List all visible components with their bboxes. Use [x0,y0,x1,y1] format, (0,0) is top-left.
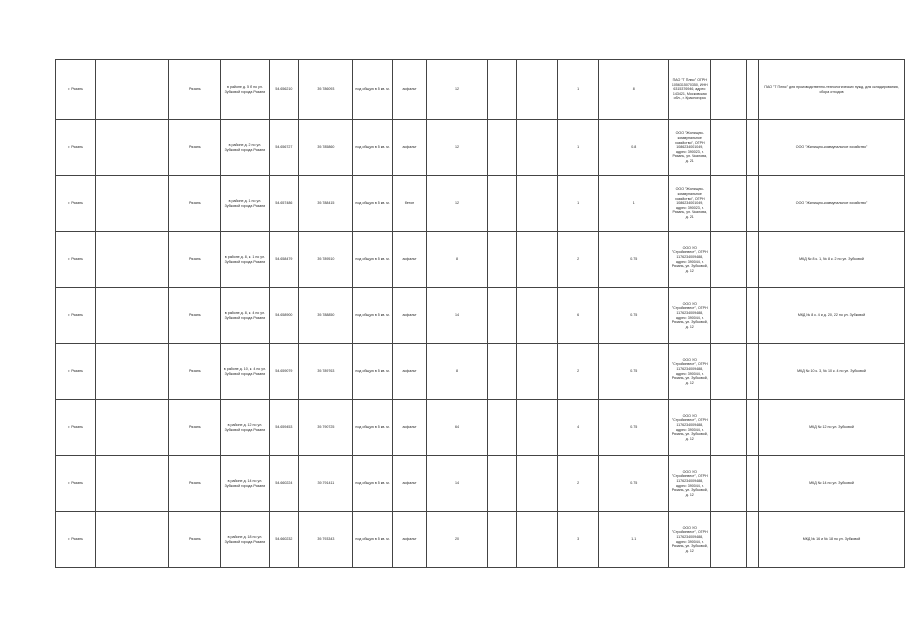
cell-city: г. Рязань [56,60,96,120]
table-row [56,176,905,232]
cell-containers: 1 [558,120,599,176]
cell-empty-3 [747,400,759,456]
cell-containers: 1 [558,176,599,232]
cell-empty-2 [711,120,747,176]
cell-region: Рязань [169,120,221,176]
cell-count-b [517,60,558,120]
cell-latitude: 54.660232 [269,512,299,568]
cell-region: Рязань [169,288,221,344]
cell-purpose: под общую в 5 кв. м. [353,60,392,120]
cell-owner: ООО УО "Стройинвест", ОГРН 1176234009488, адрес: 390044, г. Рязань, ул. Зубковой, д. 12 [669,512,711,568]
cell-count-a [487,120,516,176]
cell-longitude: 39.786093 [299,60,353,120]
cell-empty-1 [96,176,169,232]
table-row [56,120,905,176]
cell-longitude: 39.788415 [299,176,353,232]
cell-count-b [517,344,558,400]
cell-owner: ООО УО "Стройинвест", ОГРН 1176234009488, адрес: 390044, г. Рязань, ул. Зубковой, д. 12 [669,232,711,288]
cell-count-b [517,232,558,288]
cell-count-a [487,344,516,400]
cell-material: асфальт [392,400,427,456]
cell-city: г. Рязань [56,176,96,232]
cell-containers: 2 [558,456,599,512]
cell-count-a [487,400,516,456]
cell-material: бетон [392,176,427,232]
cell-area: 14 [427,456,488,512]
cell-empty-1 [96,60,169,120]
cell-empty-3 [747,456,759,512]
cell-purpose: под общую в 5 кв. м. [353,400,392,456]
cell-material: асфальт [392,456,427,512]
cell-count-a [487,60,516,120]
cell-area: 12 [427,60,488,120]
cell-empty-2 [711,288,747,344]
cell-latitude: 54.658479 [269,232,299,288]
cell-sources: МКД № 8 к. 4 и д. 20, 22 по ул. Зубковой [759,288,905,344]
cell-longitude: 39.789510 [299,232,353,288]
cell-empty-2 [711,60,747,120]
cell-area: 14 [427,288,488,344]
cell-owner: ООО "Жилищно-коммунальное хозяйство", ОГРН 1086234001049, адрес: 390023, г. Рязань, ул. Чкалова, д. 21 [669,176,711,232]
cell-empty-3 [747,120,759,176]
cell-city: г. Рязань [56,344,96,400]
cell-containers: 1 [558,60,599,120]
cell-sources: ООО "Жилищно-коммунальное хозяйство" [759,120,905,176]
cell-volume: 0.75 [599,232,669,288]
cell-material: асфальт [392,232,427,288]
cell-containers: 4 [558,400,599,456]
cell-city: г. Рязань [56,400,96,456]
cell-material: асфальт [392,60,427,120]
cell-count-a [487,176,516,232]
cell-count-b [517,456,558,512]
cell-city: г. Рязань [56,232,96,288]
cell-material: асфальт [392,344,427,400]
cell-owner: ООО "Жилищно-коммунальное хозяйство", ОГРН 1086234001049, адрес: 390023, г. Рязань, ул. Чкалова, д. 21 [669,120,711,176]
cell-area: 20 [427,512,488,568]
table-row [56,456,905,512]
cell-volume: 0.75 [599,400,669,456]
cell-longitude: 39.789763 [299,344,353,400]
cell-longitude: 39.790725 [299,400,353,456]
cell-city: г. Рязань [56,512,96,568]
cell-empty-1 [96,512,169,568]
cell-empty-3 [747,288,759,344]
cell-empty-3 [747,232,759,288]
cell-volume: 0.75 [599,344,669,400]
cell-owner: ООО УО "Стройинвест", ОГРН 1176234009488, адрес: 390044, г. Рязань, ул. Зубковой, д. 12 [669,400,711,456]
cell-area: 12 [427,120,488,176]
cell-region: Рязань [169,344,221,400]
cell-purpose: под общую в 5 кв. м. [353,288,392,344]
cell-latitude: 54.656727 [269,120,299,176]
cell-region: Рязань [169,456,221,512]
cell-empty-1 [96,400,169,456]
cell-city: г. Рязань [56,456,96,512]
cell-region: Рязань [169,400,221,456]
cell-empty-1 [96,344,169,400]
cell-containers: 2 [558,232,599,288]
table-body [56,60,905,568]
cell-location: в районе д. 5 б по ул. Зубковой города Рязани [221,60,269,120]
cell-latitude: 54.659453 [269,400,299,456]
cell-location: в районе д. 10, к. 4 по ул. Зубковой города Рязани [221,344,269,400]
table-row [56,512,905,568]
cell-sources: МКД № 8 к. 1, № 8 к. 2 по ул. Зубковой [759,232,905,288]
cell-area: 8 [427,344,488,400]
cell-count-b [517,288,558,344]
cell-owner: ООО УО "Стройинвест", ОГРН 1176234009488, адрес: 390044, г. Рязань, ул. Зубковой, д. 12 [669,344,711,400]
cell-location: в районе д. 8, к. 4 по ул. Зубковой города Рязани [221,288,269,344]
cell-empty-2 [711,400,747,456]
cell-count-a [487,232,516,288]
cell-volume: 0.75 [599,288,669,344]
cell-purpose: под общую в 5 кв. м. [353,120,392,176]
cell-location: в районе д. 18 по ул. Зубковой города Рязани [221,512,269,568]
cell-containers: 2 [558,344,599,400]
cell-latitude: 54.660224 [269,456,299,512]
cell-material: асфальт [392,512,427,568]
cell-count-b [517,400,558,456]
cell-city: г. Рязань [56,288,96,344]
cell-sources: ООО "Жилищно-коммунальное хозяйство" [759,176,905,232]
cell-location: в районе д. 8, к. 1 по ул. Зубковой города Рязани [221,232,269,288]
cell-region: Рязань [169,512,221,568]
cell-empty-2 [711,456,747,512]
cell-volume: 0.75 [599,456,669,512]
cell-longitude: 39.788850 [299,288,353,344]
cell-latitude: 54.659079 [269,344,299,400]
cell-area: 8 [427,232,488,288]
cell-material: асфальт [392,288,427,344]
cell-count-b [517,176,558,232]
cell-containers: 3 [558,512,599,568]
cell-location: в районе д. 2 по ул. Зубковой города Рязани [221,120,269,176]
cell-volume: 8 [599,60,669,120]
cell-owner: ООО УО "Стройинвест", ОГРН 1176234009488, адрес: 390044, г. Рязань, ул. Зубковой, д. 12 [669,456,711,512]
cell-empty-3 [747,512,759,568]
cell-purpose: под общую в 5 кв. м. [353,344,392,400]
cell-region: Рязань [169,176,221,232]
cell-empty-2 [711,176,747,232]
cell-city: г. Рязань [56,120,96,176]
cell-latitude: 54.657486 [269,176,299,232]
cell-longitude: 39.785860 [299,120,353,176]
cell-empty-3 [747,60,759,120]
cell-count-a [487,288,516,344]
cell-volume: 1 [599,176,669,232]
cell-area: 64 [427,400,488,456]
cell-location: в районе д. 14 по ул. Зубковой города Рязани [221,456,269,512]
table-row [56,232,905,288]
cell-region: Рязань [169,60,221,120]
cell-empty-1 [96,120,169,176]
places-table [55,59,905,568]
cell-material: асфальт [392,120,427,176]
cell-area: 12 [427,176,488,232]
cell-sources: МКД № 12 по ул. Зубковой [759,400,905,456]
cell-region: Рязань [169,232,221,288]
cell-empty-1 [96,456,169,512]
cell-purpose: под общую в 5 кв. м. [353,456,392,512]
cell-count-b [517,512,558,568]
cell-count-a [487,456,516,512]
table-row [56,60,905,120]
table-row [56,288,905,344]
cell-empty-3 [747,176,759,232]
cell-location: в районе д. 12 по ул. Зубковой города Рязани [221,400,269,456]
cell-owner: ООО УО "Стройинвест", ОГРН 1176234009488, адрес: 390044, г. Рязань, ул. Зубковой, д. 12 [669,288,711,344]
cell-sources: МКД № 14 по ул. Зубковой [759,456,905,512]
cell-owner: ПАО "Т Плюс" ОГРН 1056315070350, ИНН 6315376946, адрес: 143421, Московская обл., г. Красногорск [669,60,711,120]
cell-empty-1 [96,288,169,344]
table-row [56,400,905,456]
cell-location: в районе д. 1 по ул. Зубковой города Рязани [221,176,269,232]
cell-sources: ПАО "Т Плюс" для производственно-технологических нужд, для складирования, сбора отходов [759,60,905,120]
cell-purpose: под общую в 5 кв. м. [353,512,392,568]
cell-empty-1 [96,232,169,288]
cell-containers: 6 [558,288,599,344]
cell-latitude: 54.656210 [269,60,299,120]
cell-volume: 0.8 [599,120,669,176]
cell-empty-2 [711,344,747,400]
cell-longitude: 39.793343 [299,512,353,568]
cell-count-b [517,120,558,176]
table-row [56,344,905,400]
cell-purpose: под общую в 5 кв. м. [353,232,392,288]
cell-sources: МКД № 16 и № 18 по ул. Зубковой [759,512,905,568]
cell-longitude: 39.791411 [299,456,353,512]
cell-empty-3 [747,344,759,400]
cell-empty-2 [711,512,747,568]
cell-sources: МКД № 10 к. 3, № 10 к. 4 по ул. Зубковой [759,344,905,400]
cell-latitude: 54.658900 [269,288,299,344]
cell-count-a [487,512,516,568]
cell-purpose: под общую в 5 кв. м. [353,176,392,232]
cell-volume: 1.1 [599,512,669,568]
cell-empty-2 [711,232,747,288]
